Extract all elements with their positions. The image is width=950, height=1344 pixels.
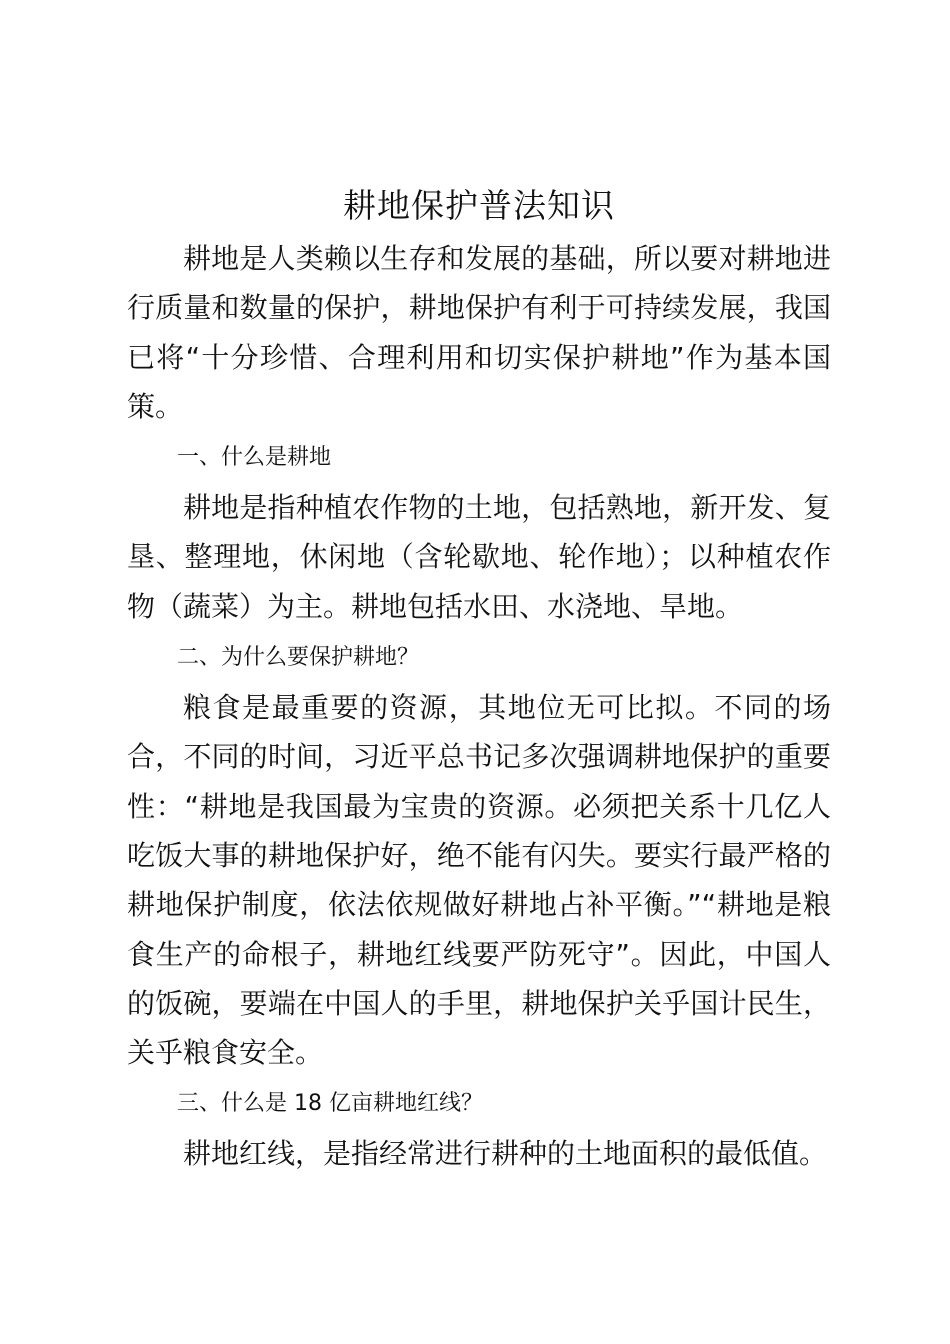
section-body-3: 耕地红线，是指经常进行耕种的土地面积的最低值。: [183, 1137, 828, 1171]
section-body-1: 耕地是指种植农作物的土地，包括熟地，新开发、复垦、整理地，休闲地（含轮歇地、轮作地）；以种植农作物（蔬菜）为主。耕地包括水田、水浇地、旱地。: [127, 491, 831, 623]
section-heading-2: 二、为什么要保护耕地？: [177, 645, 420, 671]
document-page: [127, 178, 831, 1179]
section-heading-3: 三、什么是 18 亿亩耕地红线？: [177, 1091, 483, 1117]
document-title: 耕地保护普法知识: [343, 186, 615, 225]
section-heading-1: 一、什么是耕地: [177, 445, 332, 471]
section-body-2: 粮食是最重要的资源，其地位无可比拟。不同的场合，不同的时间，习近平总书记多次强调耕地保护的重要性：“耕地是我国最为宝贵的资源。必须把关系十几亿人吃饭大事的耕地保护好，绝不能有闪失。要实行最严格的耕地保护制度，依法依规做好耕地占补平衡。”“耕地是粮食生产的命根子，耕地红线要严防死守”。因此，中国人的饭碗，要端在中国人的手里，耕地保护关乎国计民生，关乎粮食安全。: [127, 691, 831, 1070]
intro-paragraph: 耕地是人类赖以生存和发展的基础，所以要对耕地进行质量和数量的保护，耕地保护有利于可持续发展，我国已将“十分珍惜、合理利用和切实保护耕地”作为基本国策。: [127, 242, 831, 423]
